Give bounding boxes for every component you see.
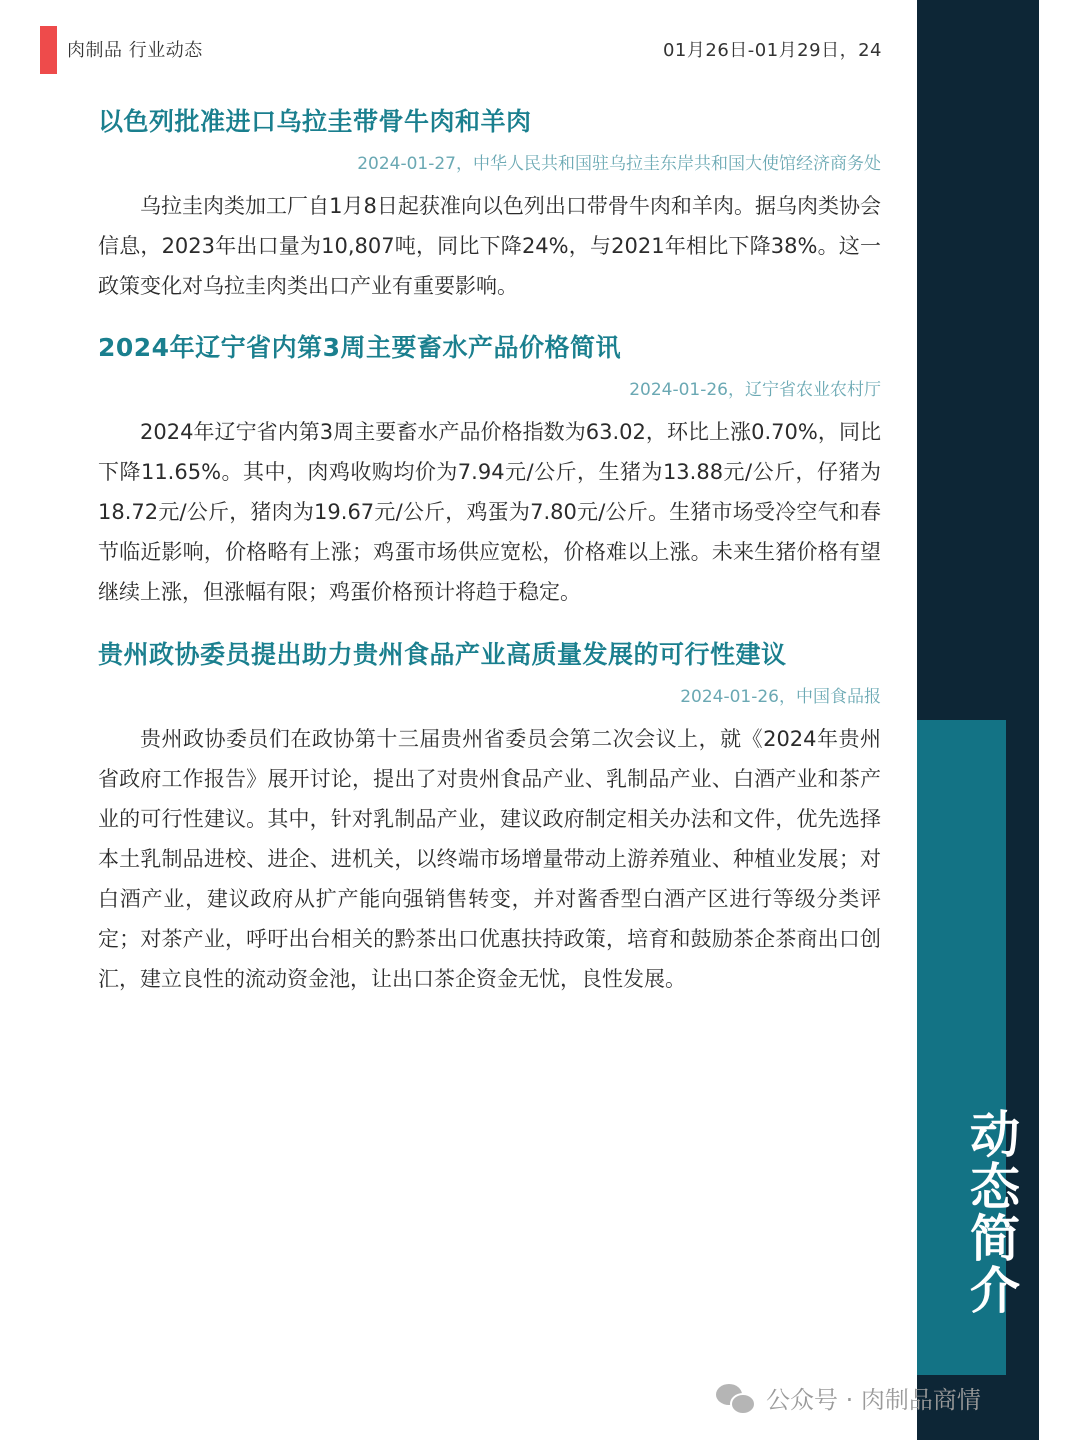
article-title: 2024年辽宁省内第3周主要畜水产品价格简讯 <box>98 333 621 362</box>
header-category: 肉制品 行业动态 <box>67 40 203 61</box>
header-accent-bar <box>40 26 57 74</box>
sidebar-title: 动态简介 <box>962 1108 1020 1316</box>
article-3 <box>98 637 881 999</box>
article-2 <box>98 330 881 612</box>
watermark-text: 公众号 · 肉制品商情 <box>766 1386 981 1414</box>
article-meta: 2024-01-26，辽宁省农业农村厅 <box>629 380 881 400</box>
article-body: 乌拉圭肉类加工厂自1月8日起获准向以色列出口带骨牛肉和羊肉。据乌肉类协会信息，2023年出口量为10,807吨，同比下降24%，与2021年相比下降38%。这一政策变化对乌拉圭肉类出口产业有重要影响。 <box>98 194 881 298</box>
wechat-icon <box>716 1382 756 1414</box>
article-meta: 2024-01-27，中华人民共和国驻乌拉圭东岸共和国大使馆经济商务处 <box>357 154 881 174</box>
article-title: 贵州政协委员提出助力贵州食品产业高质量发展的可行性建议 <box>98 640 787 669</box>
article-meta: 2024-01-26，中国食品报 <box>680 687 881 707</box>
article-body: 2024年辽宁省内第3周主要畜水产品价格指数为63.02，环比上涨0.70%，同比下降11.65%。其中，肉鸡收购均价为7.94元/公斤，生猪为13.88元/公斤，仔猪为18.72元/公斤，猪肉为19.67元/公斤，鸡蛋为7.80元/公斤。生猪市场受冷空气和春节临近影响，价格略有上涨；鸡蛋市场供应宽松，价格难以上涨。未来生猪价格有望继续上涨，但涨幅有限；鸡蛋价格预计将趋于稳定。 <box>98 420 881 604</box>
article-1 <box>98 104 881 306</box>
watermark <box>716 1380 981 1415</box>
header-date-range: 01月26日-01月29日，24 <box>662 40 882 61</box>
article-body: 贵州政协委员们在政协第十三届贵州省委员会第二次会议上，就《2024年贵州省政府工作报告》展开讨论，提出了对贵州食品产业、乳制品产业、白酒产业和茶产业的可行性建议。其中，针对乳制品产业，建议政府制定相关办法和文件，优先选择本土乳制品进校、进企、进机关，以终端市场增量带动上游养殖业、种植业发展；对白酒产业，建议政府从扩产能向强销售转变，并对酱香型白酒产区进行等级分类评定；对茶产业，呼吁出台相关的黔茶出口优惠扶持政策，培育和鼓励茶企茶商出口创汇，建立良性的流动资金池，让出口茶企资金无忧，良性发展。 <box>98 727 881 991</box>
article-title: 以色列批准进口乌拉圭带骨牛肉和羊肉 <box>98 107 532 136</box>
